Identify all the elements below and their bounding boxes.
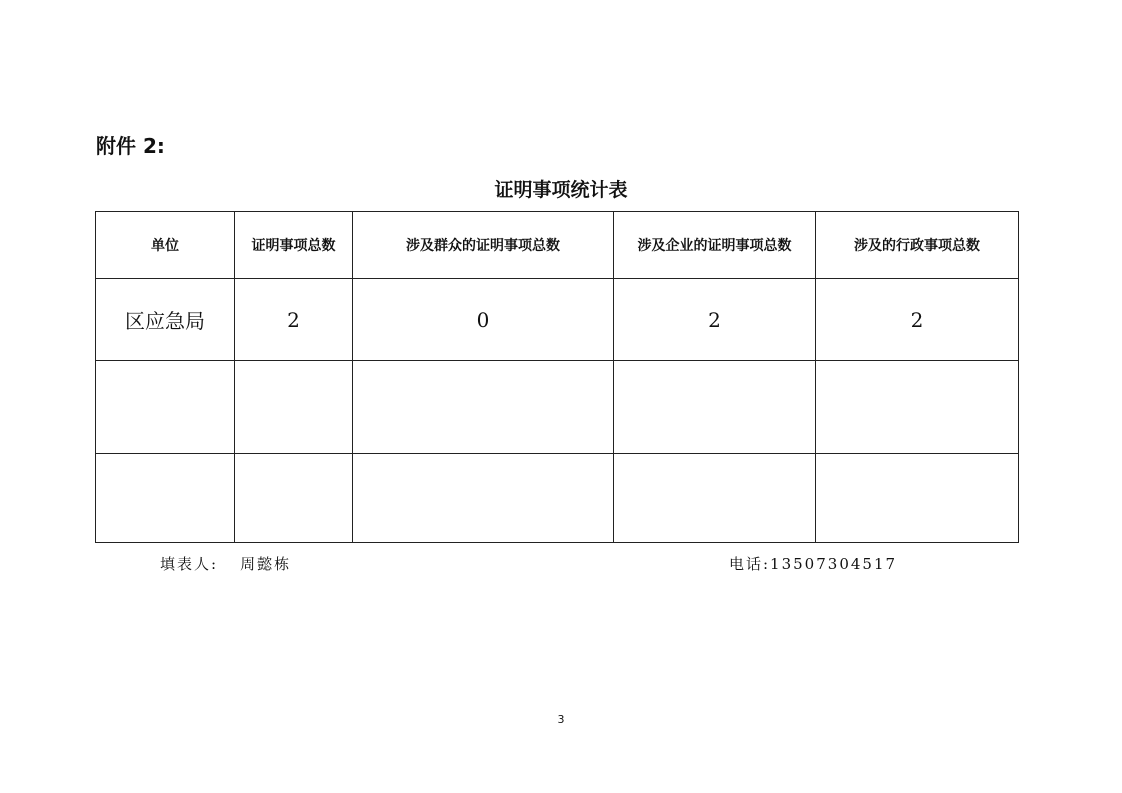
document-title: 证明事项统计表 xyxy=(494,179,628,201)
cell-unit xyxy=(96,454,235,543)
table-header-row xyxy=(96,212,1019,279)
cell-administrative-items xyxy=(816,361,1019,454)
cell-administrative-items xyxy=(816,454,1019,543)
attachment-label: 附件 2: xyxy=(96,134,165,158)
table-row xyxy=(96,361,1019,454)
filler-label: 填表人: xyxy=(160,555,219,573)
cell-unit: 区应急局 xyxy=(96,279,235,361)
filler-name: 周懿栋 xyxy=(240,555,292,573)
table-row xyxy=(96,279,1019,361)
header-administrative-items: 涉及的行政事项总数 xyxy=(816,212,1019,279)
header-public-items: 涉及群众的证明事项总数 xyxy=(353,212,614,279)
header-unit: 单位 xyxy=(96,212,235,279)
header-enterprise-items: 涉及企业的证明事项总数 xyxy=(614,212,816,279)
contact-phone: 电话:13507304517 xyxy=(729,555,898,573)
cell-enterprise-items: 2 xyxy=(614,279,816,361)
cell-unit xyxy=(96,361,235,454)
header-total-items: 证明事项总数 xyxy=(235,212,353,279)
statistics-table xyxy=(95,211,1019,543)
cell-public-items xyxy=(353,361,614,454)
table-row xyxy=(96,454,1019,543)
form-filler xyxy=(160,553,291,574)
cell-enterprise-items xyxy=(614,454,816,543)
cell-administrative-items: 2 xyxy=(816,279,1019,361)
page-number: 3 xyxy=(557,713,565,726)
cell-total-items xyxy=(235,454,353,543)
cell-total-items: 2 xyxy=(235,279,353,361)
cell-public-items xyxy=(353,454,614,543)
cell-enterprise-items xyxy=(614,361,816,454)
cell-public-items: 0 xyxy=(353,279,614,361)
cell-total-items xyxy=(235,361,353,454)
